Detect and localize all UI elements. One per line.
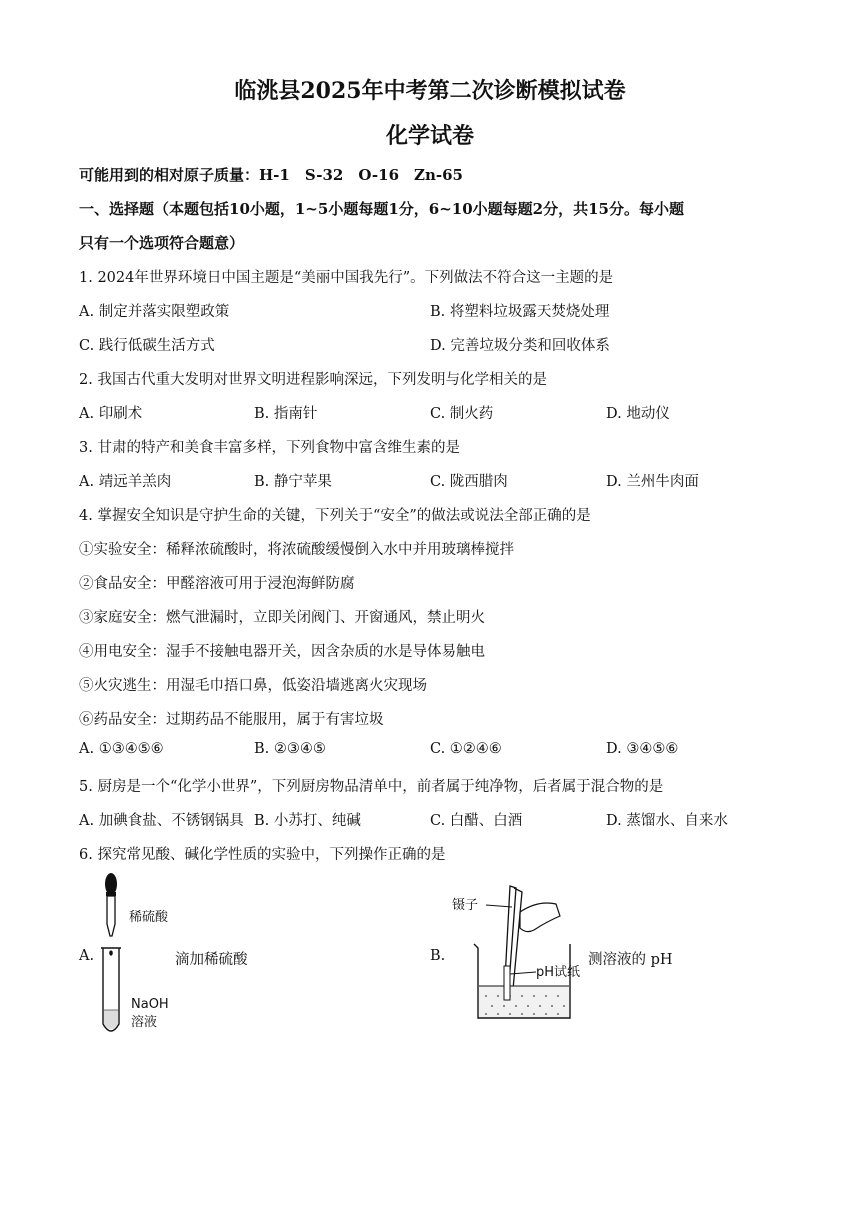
q2-option-c: C. 制火药 (430, 406, 494, 422)
dropper-label: 稀硫酸 (129, 910, 169, 925)
q4-option-d: D. ③④⑤⑥ (606, 741, 679, 757)
section-header-line2: 只有一个选项符合题意） (79, 234, 245, 252)
q2-option-d: D. 地动仪 (606, 406, 670, 422)
q4-option-c: C. ①②④⑥ (430, 741, 502, 757)
ph-paper-label: pH试纸 (536, 965, 581, 980)
page-subtitle: 化学试卷 (385, 123, 474, 149)
q2-option-b: B. 指南针 (254, 406, 318, 422)
atomic-masses: 可能用到的相对原子质量：H-1 S-32 O-16 Zn-65 (79, 166, 463, 184)
ph-paper (504, 966, 510, 1000)
q6-option-a-caption: 滴加稀硫酸 (175, 952, 248, 968)
q2-option-a: A. 印刷术 (79, 406, 143, 422)
q3-option-b: B. 静宁苹果 (254, 474, 332, 490)
q4-statement: ④用电安全：湿手不接触电器开关，因含杂质的水是导体易触电 (79, 644, 485, 660)
question-2-stem: 2. 我国古代重大发明对世界文明进程影响深远，下列发明与化学相关的是 (79, 372, 547, 388)
question-3-stem: 3. 甘肃的特产和美食丰富多样，下列食物中富含维生素的是 (79, 440, 460, 456)
q4-statement: ⑥药品安全：过期药品不能服用，属于有害垃圾 (79, 712, 384, 728)
q5-option-b: B. 小苏打、纯碱 (254, 813, 361, 829)
tweezers-label: 镊子 (452, 898, 479, 913)
q4-statement: ①实验安全：稀释浓硫酸时，将浓硫酸缓慢倒入水中并用玻璃棒搅拌 (79, 542, 514, 558)
question-4-stem: 4. 掌握安全知识是守护生命的关键，下列关于“安全”的做法或说法全部正确的是 (79, 508, 591, 524)
q6-option-b: B. (430, 948, 446, 964)
figure-b-beaker-tweezers (446, 882, 586, 1027)
dropper-bulb (105, 873, 117, 895)
q1-option-a: A. 制定并落实限塑政策 (79, 304, 230, 320)
q3-option-c: C. 陇西腊肉 (430, 474, 508, 490)
section-header-line1: 一、选择题（本题包括10小题，1~5小题每题1分，6~10小题每题2分，共15分。每小题 (79, 200, 684, 218)
q4-statement: ②食品安全：甲醛溶液可用于浸泡海鲜防腐 (79, 576, 355, 592)
q6-option-b-caption: 测溶液的 pH (588, 952, 673, 968)
q4-option-a: A. ①③④⑤⑥ (79, 741, 164, 757)
tube-label-1: NaOH (131, 997, 169, 1012)
q6-option-a: A. (79, 948, 95, 964)
q4-statement: ⑤火灾逃生：用湿毛巾捂口鼻，低姿沿墙逃离火灾现场 (79, 678, 427, 694)
question-6-stem: 6. 探究常见酸、碱化学性质的实验中，下列操作正确的是 (79, 847, 446, 863)
q1-option-b: B. 将塑料垃圾露天焚烧处理 (430, 304, 610, 320)
page-title: 临洮县2025年中考第二次诊断模拟试卷 (234, 78, 626, 104)
q4-option-b: B. ②③④⑤ (254, 741, 326, 757)
q5-option-a: A. 加碘食盐、不锈钢锅具 (79, 813, 244, 829)
q5-option-c: C. 白醋、白酒 (430, 813, 523, 829)
q1-option-c: C. 践行低碳生活方式 (79, 338, 215, 354)
figure-a-dropper-tube (95, 872, 185, 1040)
q1-option-d: D. 完善垃圾分类和回收体系 (430, 338, 610, 354)
hand-shape (520, 903, 560, 932)
question-1-stem: 1. 2024年世界环境日中国主题是“美丽中国我先行”。下列做法不符合这一主题的是 (79, 270, 614, 286)
q5-option-d: D. 蒸馏水、自来水 (606, 813, 728, 829)
q4-statement: ③家庭安全：燃气泄漏时，立即关闭阀门、开窗通风，禁止明火 (79, 610, 485, 626)
q3-option-a: A. 靖远羊羔肉 (79, 474, 172, 490)
question-5-stem: 5. 厨房是一个“化学小世界”，下列厨房物品清单中，前者属于纯净物，后者属于混合物的是 (79, 779, 664, 795)
tube-label-2: 溶液 (131, 1015, 158, 1030)
q3-option-d: D. 兰州牛肉面 (606, 474, 699, 490)
